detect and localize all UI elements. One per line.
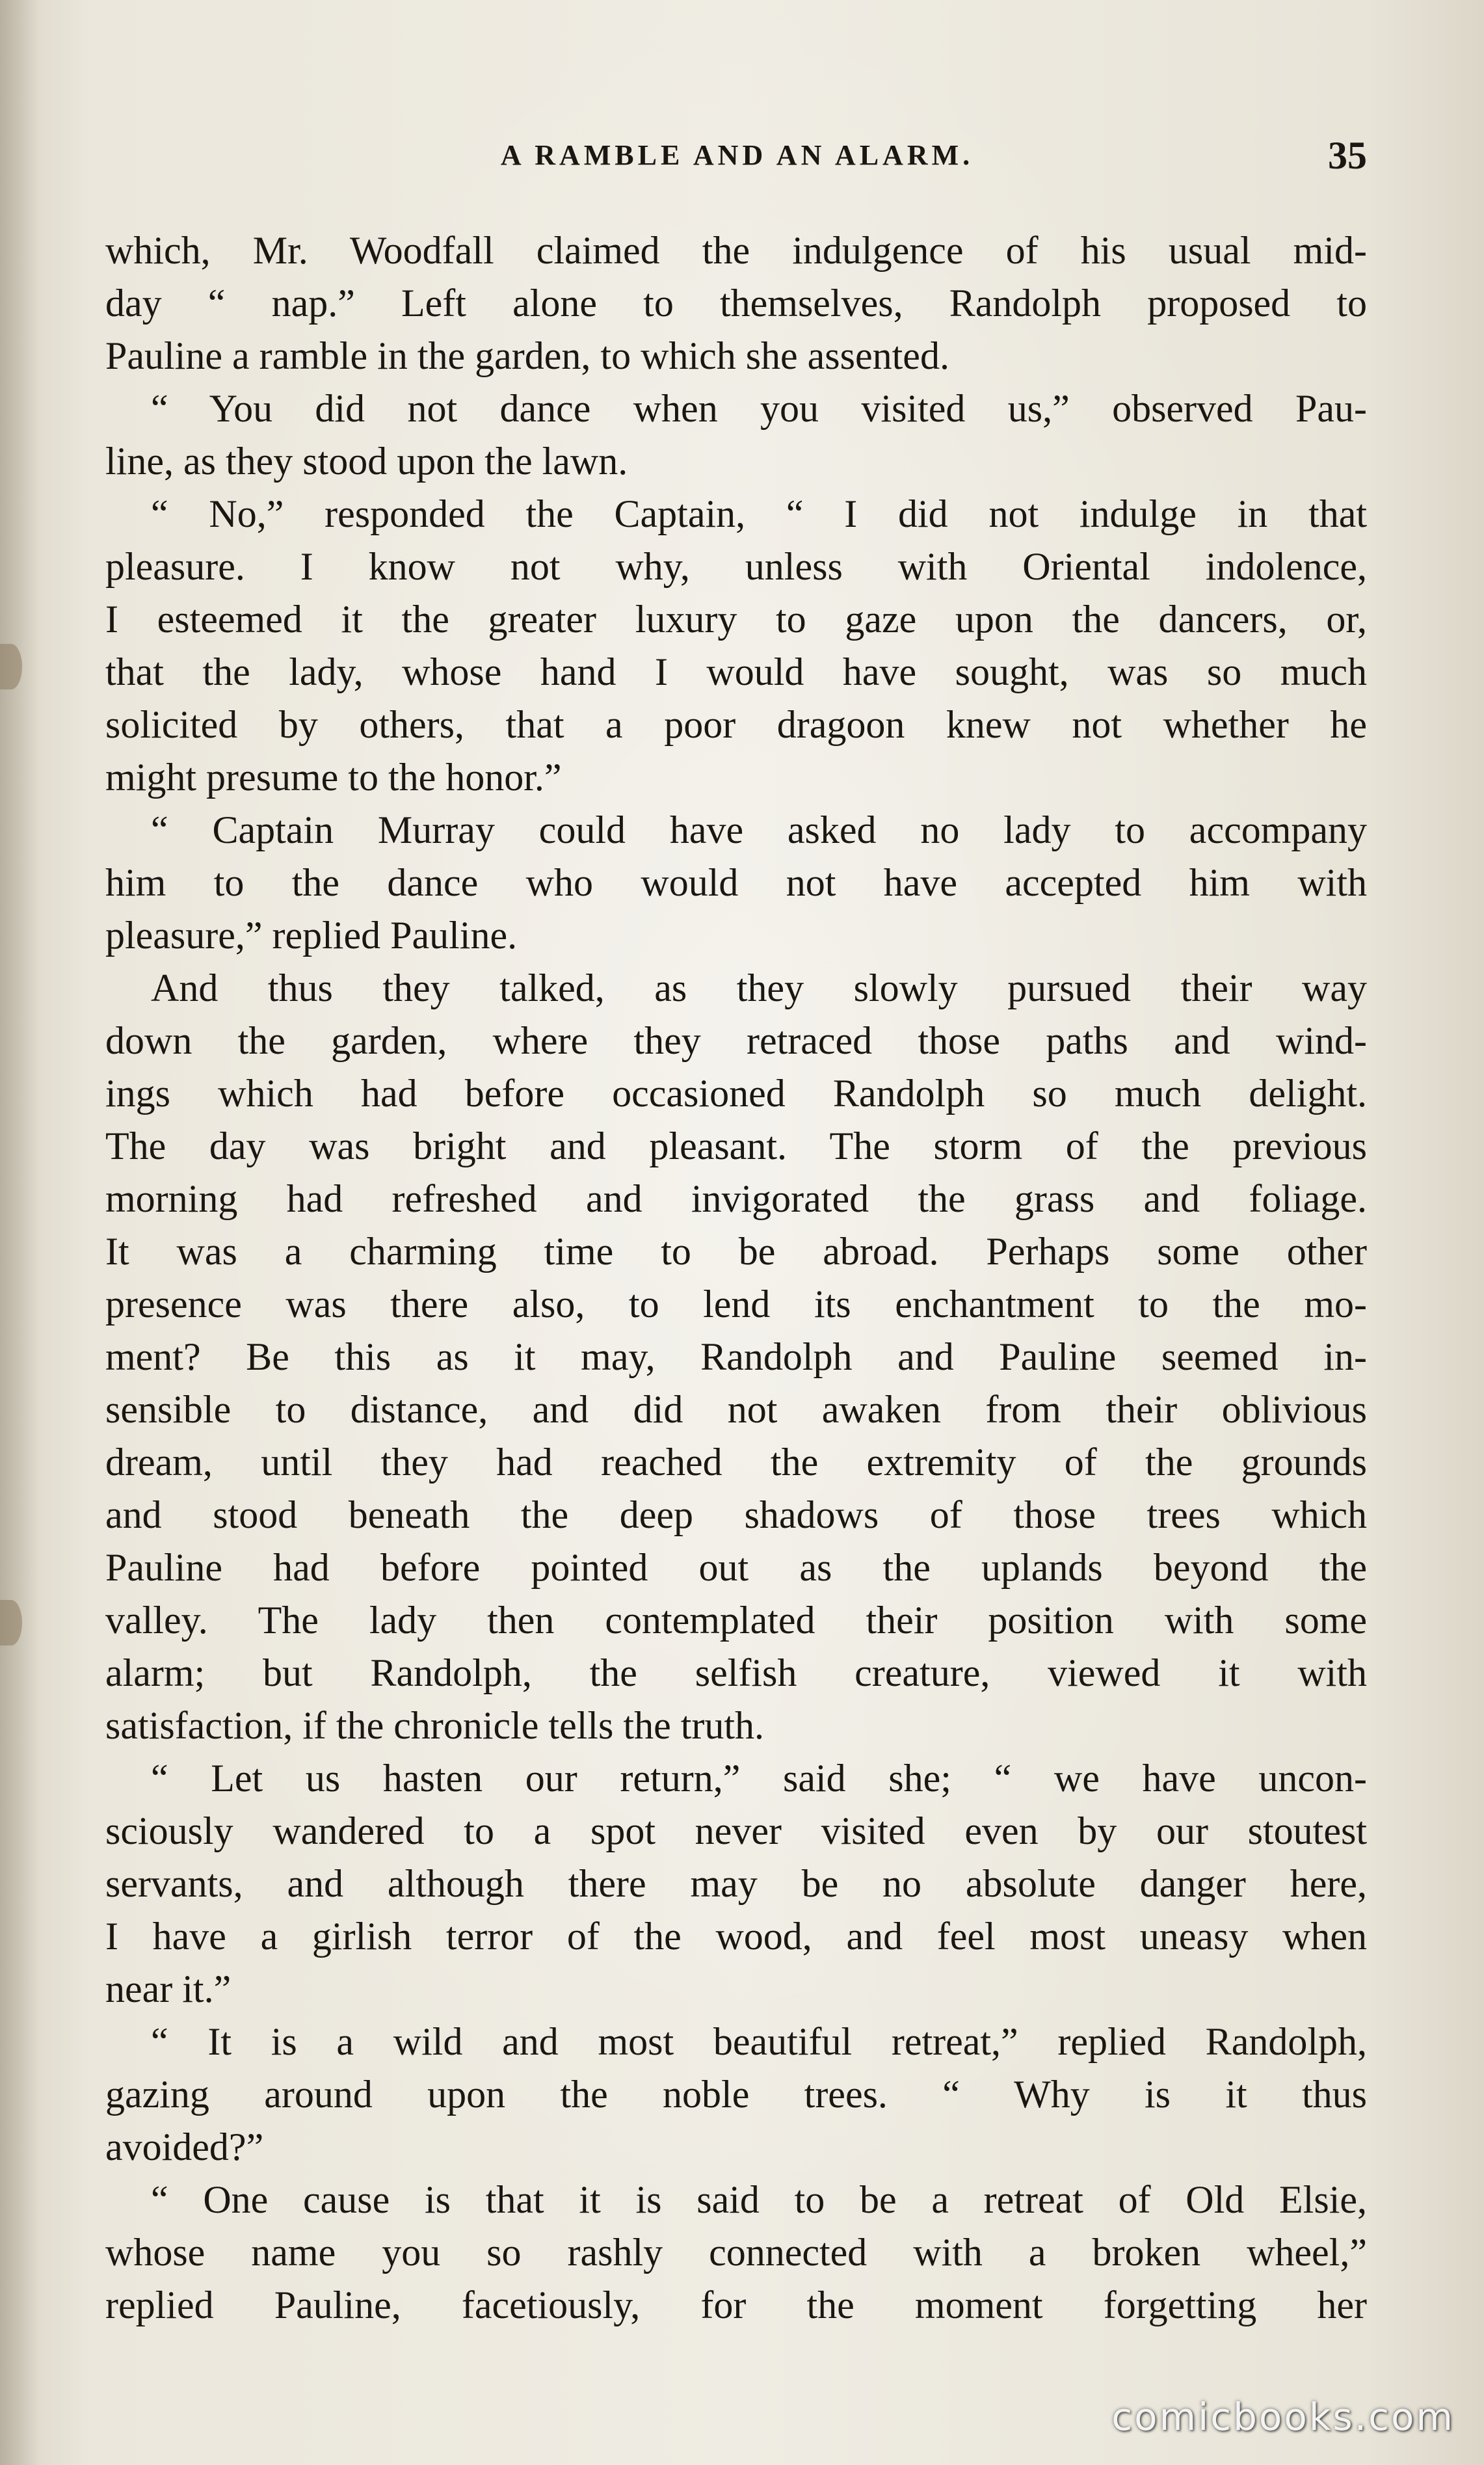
text-line: that the lady, whose hand I would have sought, was so much bbox=[105, 650, 1367, 693]
text-line: sciously wandered to a spot never visited even by our stoutest bbox=[105, 1809, 1367, 1852]
page-edge-tear bbox=[0, 644, 22, 689]
text-line: I have a girlish terror of the wood, and feel most uneasy when bbox=[105, 1915, 1367, 1958]
text-line: replied Pauline, facetiously, for the moment forgetting her bbox=[105, 2284, 1367, 2326]
text-line: valley. The lady then contemplated their position with some bbox=[105, 1599, 1367, 1642]
page-number: 35 bbox=[1328, 134, 1367, 177]
text-line: “ No,” responded the Captain, “ I did not indulge in that bbox=[151, 492, 1367, 535]
page-edge-shadow bbox=[0, 0, 39, 2465]
text-line: satisfaction, if the chronicle tells the truth. bbox=[105, 1704, 765, 1747]
text-line: near it.” bbox=[105, 1967, 232, 2010]
text-line: Pauline a ramble in the garden, to which she assented. bbox=[105, 334, 949, 377]
text-line: Pauline had before pointed out as the uplands beyond the bbox=[105, 1546, 1367, 1589]
body-text bbox=[105, 224, 1367, 2332]
text-line: “ One cause is that it is said to be a retreat of Old Elsie, bbox=[151, 2178, 1367, 2221]
text-line: “ You did not dance when you visited us,” observed Pau- bbox=[151, 387, 1367, 430]
text-line: presence was there also, to lend its enchantment to the mo- bbox=[105, 1283, 1367, 1326]
text-line: morning had refreshed and invigorated the grass and foliage. bbox=[105, 1177, 1367, 1220]
text-line: “ Let us hasten our return,” said she; “ we have uncon- bbox=[151, 1757, 1367, 1800]
text-line: alarm; but Randolph, the selfish creature, viewed it with bbox=[105, 1651, 1367, 1694]
text-line: And thus they talked, as they slowly pursued their way bbox=[151, 966, 1367, 1009]
text-line: which, Mr. Woodfall claimed the indulgence of his usual mid- bbox=[105, 229, 1367, 272]
text-line: dream, until they had reached the extremity of the grounds bbox=[105, 1441, 1367, 1484]
text-line: line, as they stood upon the lawn. bbox=[105, 440, 628, 483]
text-line: him to the dance who would not have accepted him with bbox=[105, 861, 1367, 904]
text-line: solicited by others, that a poor dragoon knew not whether he bbox=[105, 703, 1367, 746]
text-line: gazing around upon the noble trees. “ Why is it thus bbox=[105, 2073, 1367, 2116]
page-header bbox=[107, 133, 1367, 179]
text-line: pleasure,” replied Pauline. bbox=[105, 914, 518, 957]
text-line: might presume to the honor.” bbox=[105, 756, 562, 799]
text-line: pleasure. I know not why, unless with Oriental indolence, bbox=[105, 545, 1367, 588]
watermark: comicbooks.com bbox=[1111, 2395, 1455, 2439]
text-line: ings which had before occasioned Randolph so much delight. bbox=[105, 1072, 1367, 1115]
text-line: servants, and although there may be no absolute danger here, bbox=[105, 1862, 1367, 1905]
text-line: down the garden, where they retraced those paths and wind- bbox=[105, 1019, 1367, 1062]
text-line: It was a charming time to be abroad. Perhaps some other bbox=[105, 1230, 1367, 1273]
text-line: “ Captain Murray could have asked no lady to accompany bbox=[151, 808, 1367, 851]
text-line: I esteemed it the greater luxury to gaze upon the dancers, or, bbox=[105, 598, 1367, 641]
page-edge-tear bbox=[0, 1600, 22, 1646]
text-line: “ It is a wild and most beautiful retreat,” replied Randolph, bbox=[151, 2020, 1367, 2063]
text-line: whose name you so rashly connected with a broken wheel,” bbox=[105, 2231, 1367, 2274]
text-line: The day was bright and pleasant. The storm of the previous bbox=[105, 1125, 1367, 1167]
text-line: and stood beneath the deep shadows of those trees which bbox=[105, 1493, 1367, 1536]
running-head: A RAMBLE AND AN ALARM. bbox=[500, 139, 974, 171]
text-line: sensible to distance, and did not awaken from their oblivious bbox=[105, 1388, 1367, 1431]
text-line: ment? Be this as it may, Randolph and Pauline seemed in- bbox=[105, 1335, 1367, 1378]
text-line: day “ nap.” Left alone to themselves, Randolph proposed to bbox=[105, 282, 1367, 325]
text-line: avoided?” bbox=[105, 2125, 264, 2168]
